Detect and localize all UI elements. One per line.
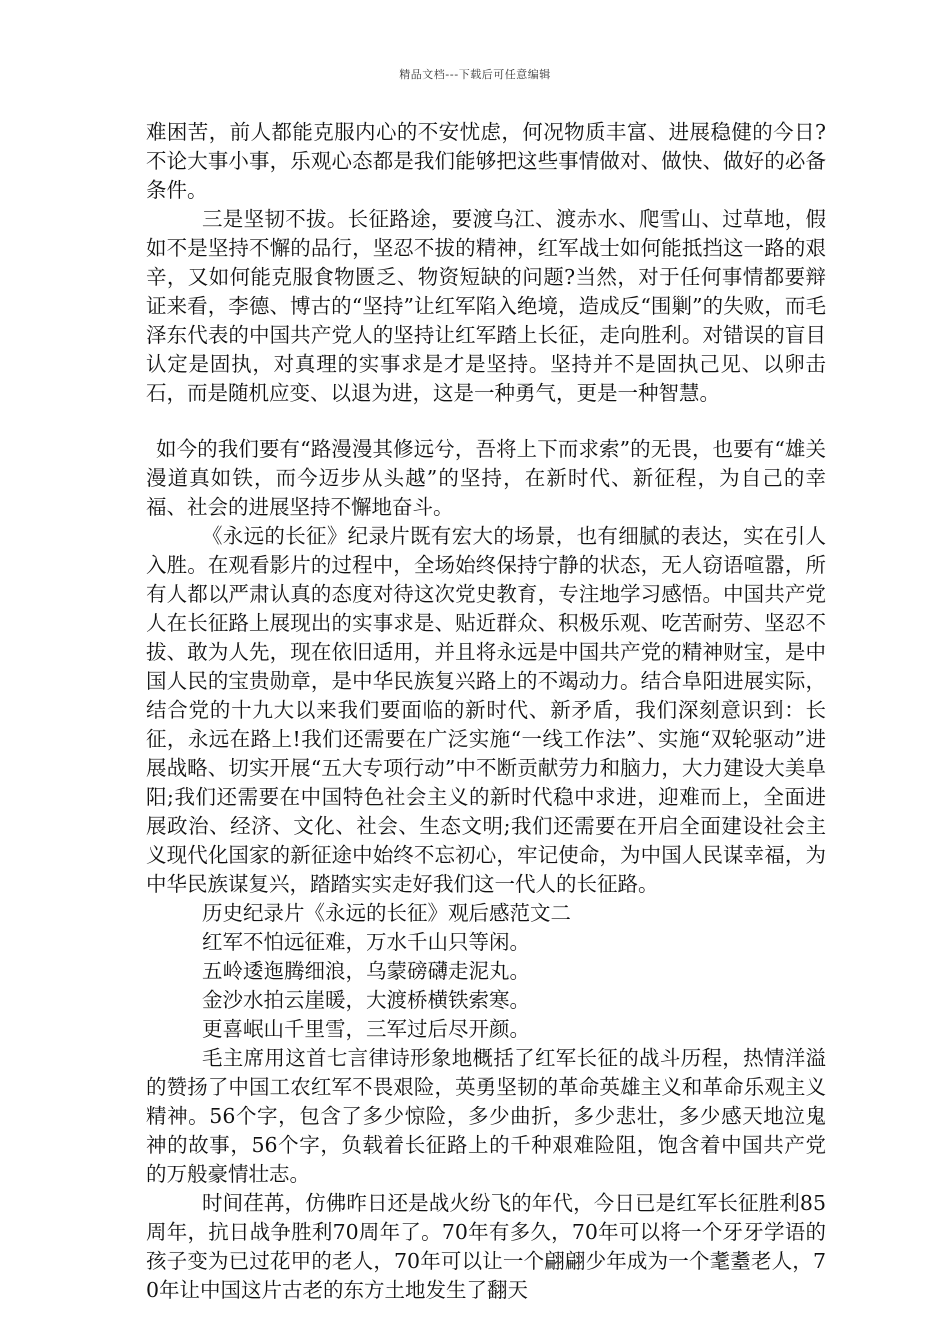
document-body [146,118,826,1305]
poem-line: 五岭逶迤腾细浪，乌蒙磅礴走泥丸。 [202,959,530,983]
paragraph: 如今的我们要有“路漫漫其修远兮，吾将上下而求索”的无畏，也要有“雄关漫道真如铁，而今迈步从头越”的坚持，在新时代、新征程，为自己的幸福、社会的进展坚持不懈地奋斗。 [146,437,826,519]
section-title: 历史纪录片《永远的长征》观后感范文二 [202,901,571,925]
paragraph: 难困苦，前人都能克服内心的不安忧虑，何况物质丰富、进展稳健的今日?不论大事小事，乐观心态都是我们能够把这些事情做对、做快、做好的必备条件。 [146,120,826,202]
poem-line: 金沙水拍云崖暖，大渡桥横铁索寒。 [202,988,530,1012]
paragraph: 《永远的长征》纪录片既有宏大的场景，也有细腻的表达，实在引人入胜。在观看影片的过程中，全场始终保持宁静的状态，无人窃语喧嚣，所有人都以严肃认真的态度对待这次党史教育，专注地学习感悟。中国共产党人在长征路上展现出的实事求是、贴近群众、积极乐观、吃苦耐劳、坚忍不拔、敢为人先，现在依旧适用，并且将永远是中国共产党的精神财宝，是中国人民的宝贵勋章，是中华民族复兴路上的不竭动力。结合阜阳进展实际，结合党的十九大以来我们要面临的新时代、新矛盾，我们深刻意识到：长征，永远在路上!我们还需要在广泛实施“一线工作法”、实施“双轮驱动”进展战略、切实开展“五大专项行动”中不断贡献劳力和脑力，大力建设大美阜阳;我们还需要在中国特色社会主义的新时代稳中求进，迎难而上，全面进展政治、经济、文化、社会、生态文明;我们还需要在开启全面建设社会主义现代化国家的新征途中始终不忘初心，牢记使命，为中国人民谋幸福，为中华民族谋复兴，踏踏实实走好我们这一代人的长征路。 [146,524,826,896]
poem-line: 更喜岷山千里雪，三军过后尽开颜。 [202,1017,530,1041]
poem-line: 红军不怕远征难，万水千山只等闲。 [202,930,530,954]
paragraph: 毛主席用这首七言律诗形象地概括了红军长征的战斗历程，热情洋溢的赞扬了中国工农红军不畏艰险，英勇坚韧的革命英雄主义和革命乐观主义精神。56个字，包含了多少惊险，多少曲折，多少悲壮，多少感天地泣鬼神的故事，56个字，负载着长征路上的千种艰难险阻，饱含着中国共产党的万般豪情壮志。 [146,1046,826,1186]
page-header: 精品文档---下载后可任意编辑 [399,68,551,81]
paragraph: 时间荏苒，仿佛昨日还是战火纷飞的年代，今日已是红军长征胜利85周年，抗日战争胜利70周年了。70年有多久，70年可以将一个牙牙学语的孩子变为已过花甲的老人，70年可以让一个翩翩少年成为一个耄耋老人，70年让中国这片古老的东方土地发生了翻天 [146,1191,826,1302]
paragraph: 三是坚韧不拔。长征路途，要渡乌江、渡赤水、爬雪山、过草地，假如不是坚持不懈的品行，坚忍不拔的精神，红军战士如何能抵挡这一路的艰辛，又如何能克服食物匮乏、物资短缺的问题?当然，对于任何事情都要辩证来看，李德、博古的“坚持”让红军陷入绝境，造成反“围剿”的失败，而毛泽东代表的中国共产党人的坚持让红军踏上长征，走向胜利。对错误的盲目认定是固执，对真理的实事求是才是坚持。坚持并不是固执己见、以卵击石，而是随机应变、以退为进，这是一种勇气，更是一种智慧。 [146,207,826,405]
